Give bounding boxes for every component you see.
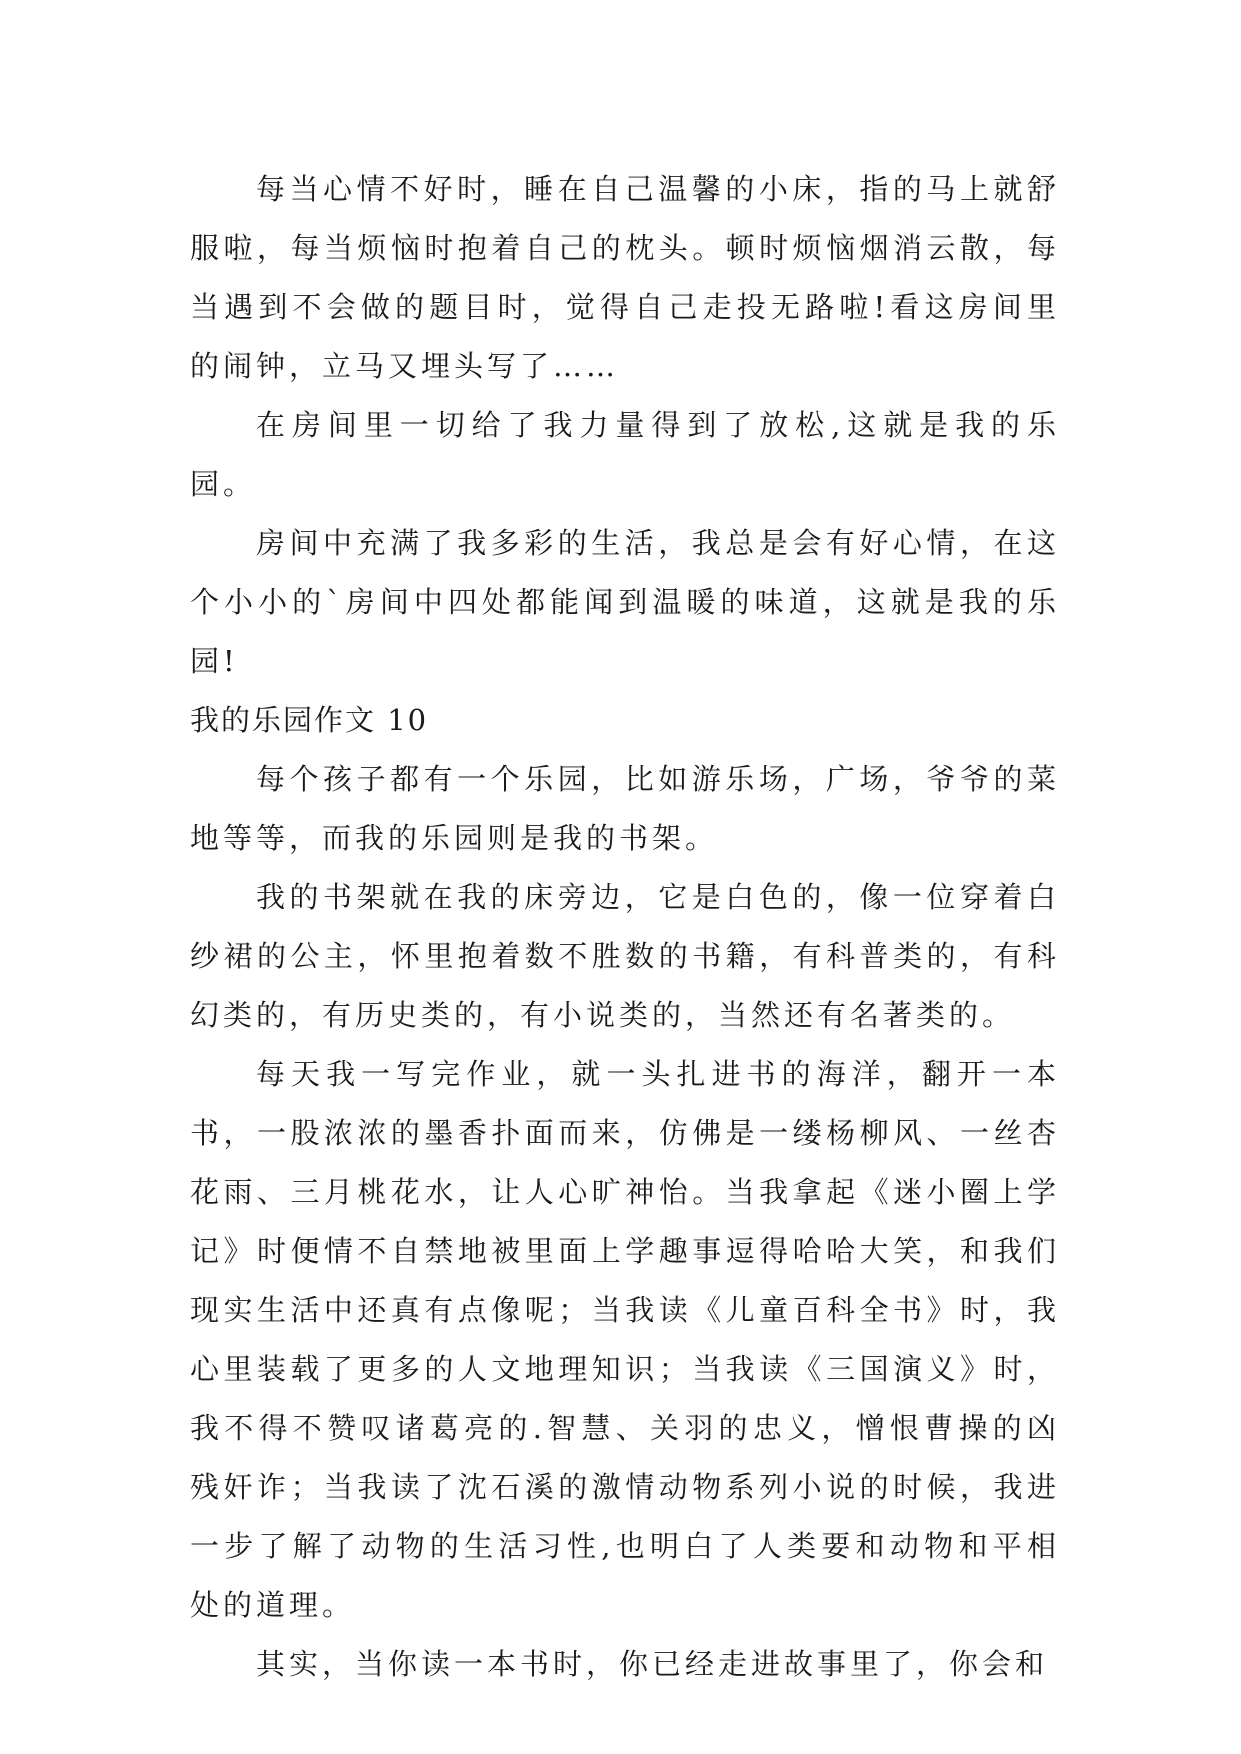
essay-body [190, 160, 1060, 1694]
paragraph-intro: 每个孩子都有一个乐园，比如游乐场，广场，爷爷的菜地等等，而我的乐园则是我的书架。 [190, 762, 1060, 855]
paragraph-bed-comfort: 每当心情不好时，睡在自己温馨的小床，指的马上就舒服啦，每当烦恼时抱着自己的枕头。顿时烦恼烟消云散，每当遇到不会做的题目时，觉得自己走投无路啦!看这房间里的闹钟，立马又埋头写了…… [190, 172, 1060, 383]
paragraph-room-relax: 在房间里一切给了我力量得到了放松,这就是我的乐园。 [190, 408, 1060, 501]
essay-title: 我的乐园作文 10 [190, 703, 429, 737]
paragraph-reading: 每天我一写完作业，就一头扎进书的海洋，翻开一本书，一股浓浓的墨香扑面而来，仿佛是一缕杨柳风、一丝杏花雨、三月桃花水，让人心旷神怡。当我拿起《迷小圈上学记》时便情不自禁地被里面上学趣事逗得哈哈大笑，和我们现实生活中还真有点像呢；当我读《儿童百科全书》时，我心里装载了更多的人文地理知识；当我读《三国演义》时，我不得不赞叹诸葛亮的.智慧、关羽的忠义，憎恨曹操的凶残奸诈；当我读了沈石溪的激情动物系列小说的时候，我进一步了解了动物的生活习性,也明白了人类要和动物和平相处的道理。 [190, 1057, 1060, 1622]
paragraph-room-paradise: 房间中充满了我多彩的生活，我总是会有好心情，在这个小小的`房间中四处都能闻到温暖的味道，这就是我的乐园! [190, 526, 1060, 678]
paragraph-bookshelf: 我的书架就在我的床旁边，它是白色的，像一位穿着白纱裙的公主，怀里抱着数不胜数的书籍，有科普类的，有科幻类的，有历史类的，有小说类的，当然还有名著类的。 [190, 880, 1060, 1032]
paragraph-conclusion: 其实，当你读一本书时，你已经走进故事里了，你会和 [256, 1647, 1049, 1681]
